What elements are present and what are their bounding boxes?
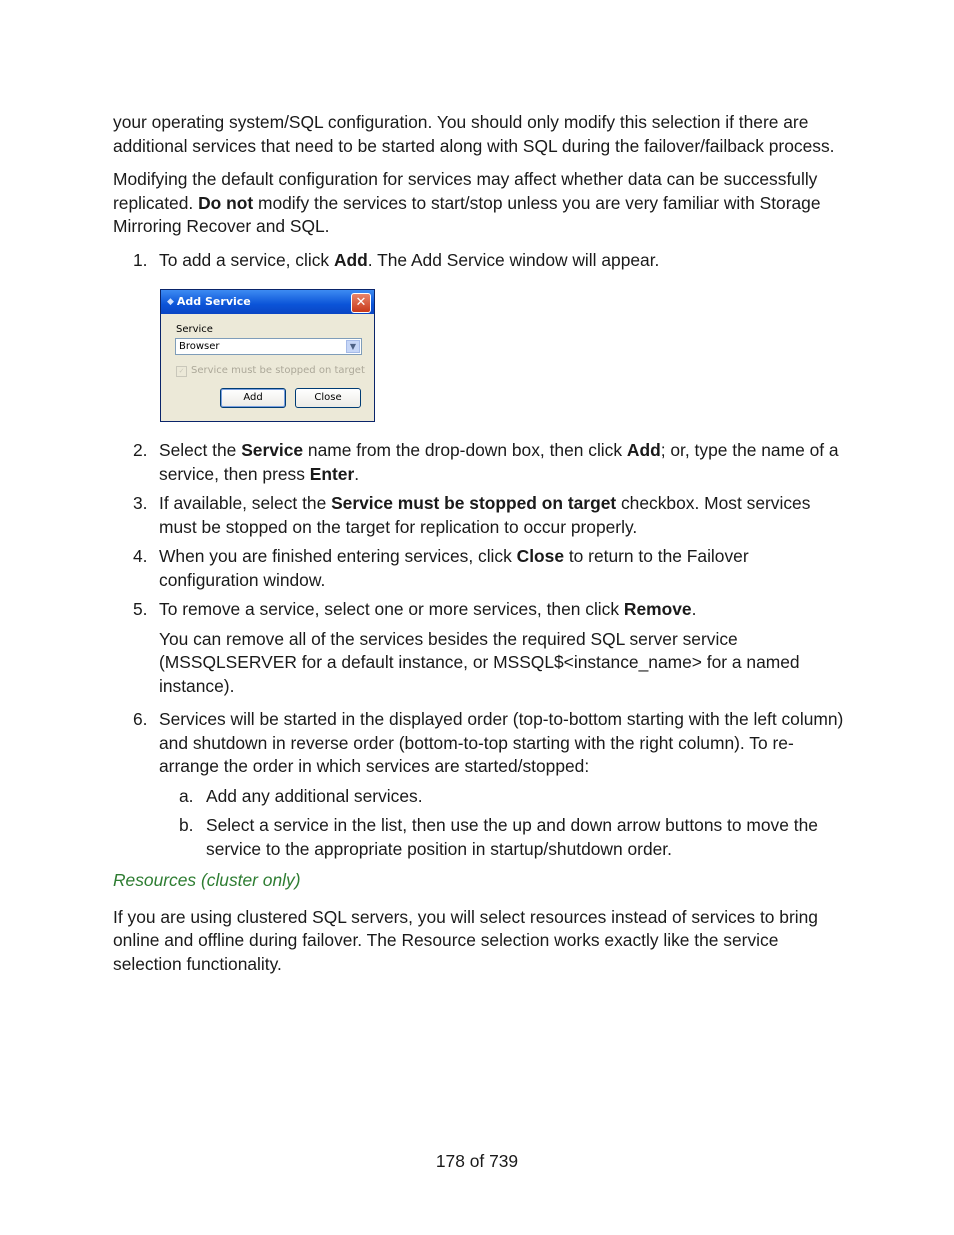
bold-text: Service (241, 440, 304, 460)
step-1 (113, 249, 848, 423)
substep-text: Add any additional services. (206, 785, 423, 806)
app-icon: ◆ (167, 297, 174, 307)
resources-paragraph: If you are using clustered SQL servers, you will select resources instead of services to bring online and offline during failover. The Resource selection works exactly like the service selection functionality. (113, 906, 818, 974)
bold-text: Remove (623, 599, 692, 619)
document-body (113, 111, 848, 976)
step-number: 1. (133, 249, 148, 270)
add-service-dialog (160, 289, 375, 422)
substeps-list (159, 785, 848, 862)
step-number: 5. (133, 599, 148, 619)
bold-text: Service must be stopped on target (331, 493, 617, 513)
text-run: . (354, 463, 360, 484)
step-number: 4. (133, 546, 148, 566)
bold-text: Add (333, 249, 368, 270)
text-run: Modifying the default configuration for services may affect whether data can be successfully replicated. (113, 169, 818, 213)
checkbox-label: Service must be stopped on target (191, 365, 365, 376)
close-icon[interactable]: ✕ (351, 293, 371, 313)
bold-text: Add (626, 440, 661, 460)
step-number: 6. (133, 709, 148, 729)
text-run: To add a service, click (159, 249, 334, 270)
bold-text: Close (516, 546, 564, 566)
substep-b (159, 814, 848, 861)
checkbox-icon: ✓ (176, 366, 187, 377)
dialog-title: Add Service (176, 295, 251, 308)
substep-a (159, 785, 848, 809)
intro-paragraph-2 (113, 168, 848, 239)
bold-text: Enter (309, 463, 355, 484)
dialog-titlebar (161, 290, 374, 314)
chevron-down-icon[interactable]: ▼ (346, 340, 360, 353)
text-run: When you are finished entering services, click (159, 546, 517, 566)
page-number: 178 of 739 (435, 1151, 519, 1171)
text-run: To remove a service, select one or more services, then click (159, 599, 624, 619)
text-run: . The Add Service window will appear. (367, 249, 660, 270)
intro-paragraph-1: your operating system/SQL configuration. You should only modify this selection if there are additional services that need to be started along with SQL during the failover/failback process. (113, 112, 835, 156)
step-2 (113, 439, 848, 486)
text-run: to return to the Failover configuration window. (159, 546, 749, 590)
steps-list (113, 249, 848, 862)
bold-do-not: Do not (198, 192, 254, 213)
step-4 (113, 545, 848, 592)
text-run: If available, select the (159, 493, 332, 513)
step-5 (113, 598, 848, 698)
substep-number: b. (179, 815, 194, 835)
text-run: name from the drop-down box, then click (303, 440, 627, 460)
substep-number: a. (179, 785, 194, 806)
step-3 (113, 492, 848, 539)
text-run: Services will be started in the displayed order (top-to-bottom starting with the left column) and shutdown in reverse order (bottom-to-top starting with the right column). To re-arrange the order in which services are started/stopped: (159, 709, 844, 776)
text-run: checkbox. Most services must be stopped on the target for replication to occur properly. (159, 493, 811, 537)
step-number: 2. (133, 440, 148, 460)
text-run: Select the (159, 440, 242, 460)
text-run: . (691, 599, 697, 619)
text-run: modify the services to start/stop unless you are very familiar with Storage Mirroring Recover and SQL. (113, 192, 821, 236)
service-label: Service (176, 324, 213, 335)
step-6 (113, 708, 848, 861)
step-5-note: You can remove all of the services besides the required SQL server service (MSSQLSERVER for a default instance, or MSSQL$<instance_name> for a named instance). (159, 628, 800, 696)
add-button[interactable]: Add (220, 388, 286, 408)
step-number: 3. (133, 493, 148, 513)
service-dropdown[interactable] (175, 338, 362, 355)
service-value: Browser (179, 341, 220, 352)
close-button[interactable]: Close (295, 388, 361, 408)
resources-heading: Resources (cluster only) (113, 870, 301, 890)
stop-on-target-checkbox[interactable] (176, 365, 365, 377)
substep-text: Select a service in the list, then use the up and down arrow buttons to move the service to the appropriate position in startup/shutdown order. (206, 815, 818, 859)
add-service-screenshot (160, 289, 375, 422)
text-run: ; or, type the name of a service, then press (159, 440, 839, 484)
